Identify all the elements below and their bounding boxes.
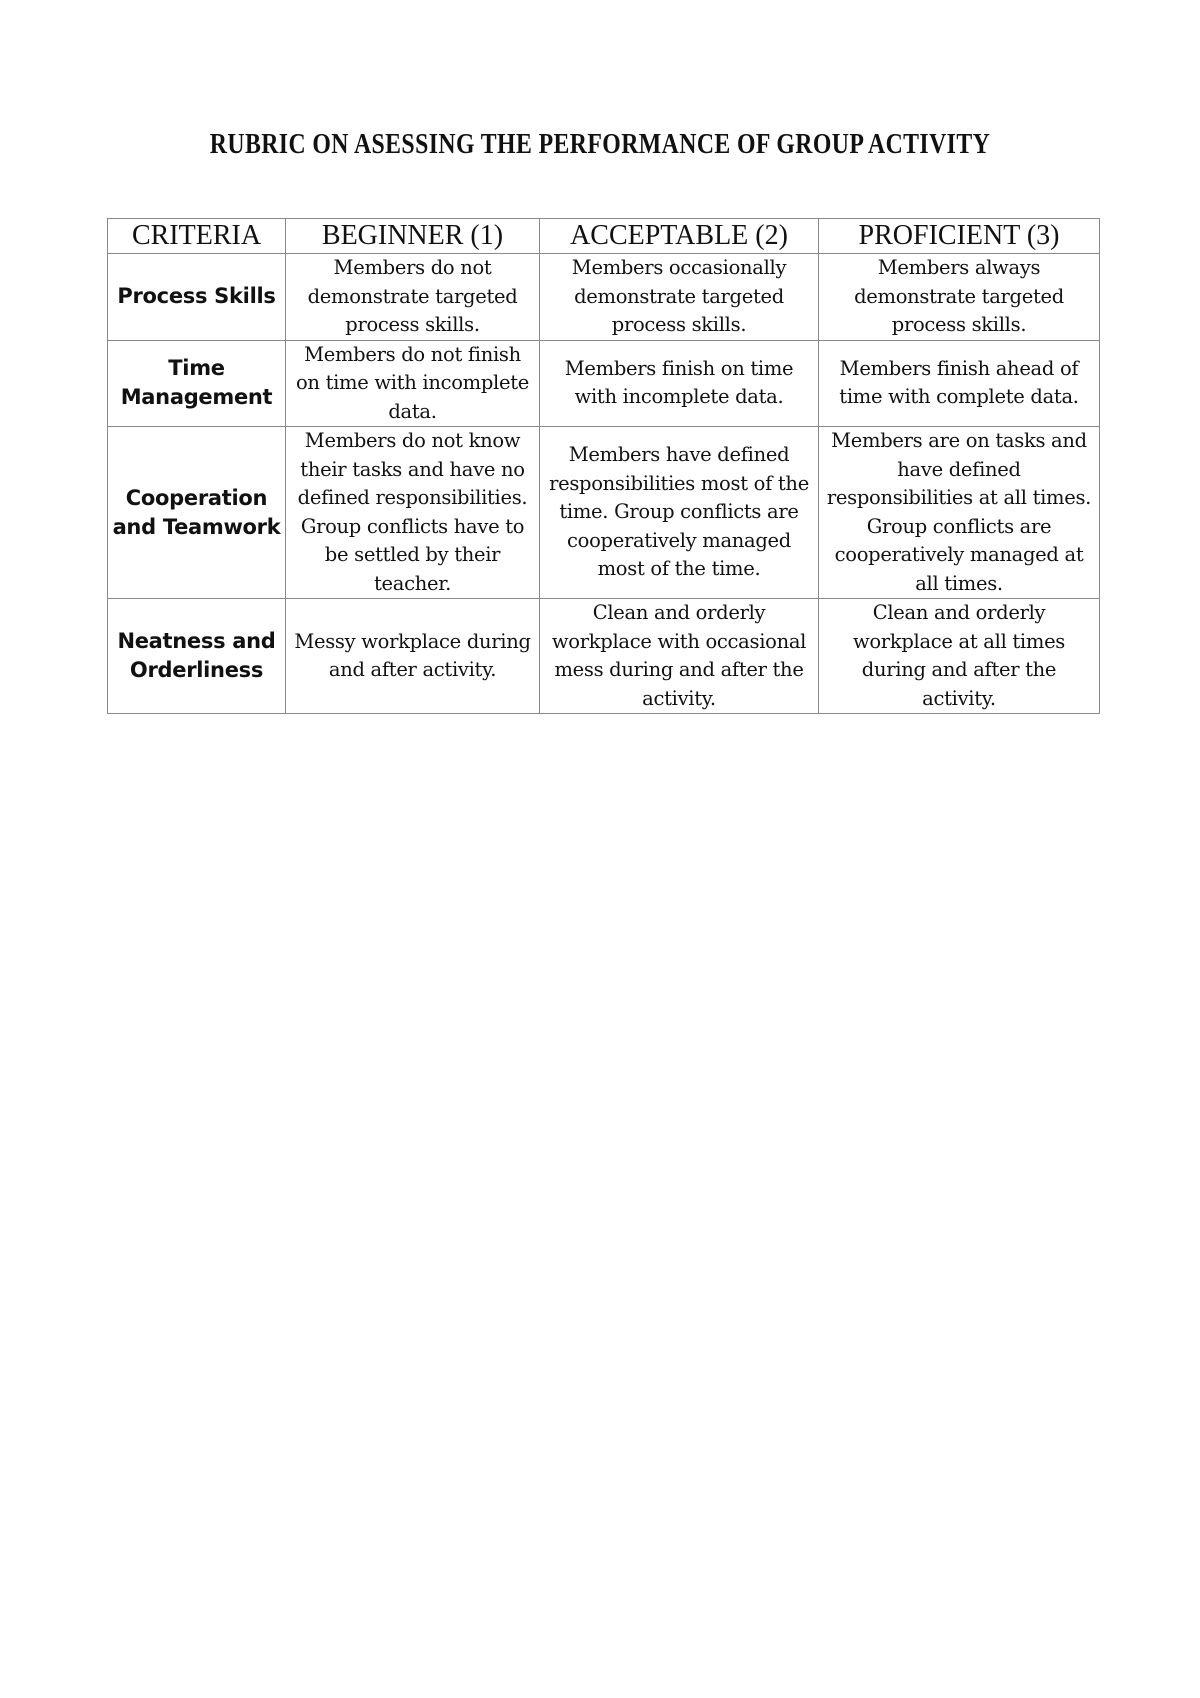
criterion-cell: Neatness and Orderliness [108,599,286,714]
proficient-cell: Members finish ahead of time with complete data. [819,340,1100,427]
table-row [108,340,1100,427]
criterion-cell: Process Skills [108,254,286,341]
acceptable-cell: Members occasionally demonstrate targeted process skills. [540,254,819,341]
table-row [108,254,1100,341]
table-row [108,427,1100,599]
proficient-cell: Clean and orderly workplace at all times during and after the activity. [819,599,1100,714]
table-row [108,599,1100,714]
page-title: RUBRIC ON ASESSING THE PERFORMANCE OF GROUP ACTIVITY [209,128,991,160]
header-acceptable: ACCEPTABLE (2) [540,219,819,254]
header-criteria: CRITERIA [108,219,286,254]
criterion-cell: Time Management [108,340,286,427]
beginner-cell: Members do not know their tasks and have no defined responsibilities. Group conflicts have to be settled by their teacher. [286,427,540,599]
acceptable-cell: Clean and orderly workplace with occasional mess during and after the activity. [540,599,819,714]
acceptable-cell: Members finish on time with incomplete data. [540,340,819,427]
criterion-cell: Cooperation and Teamwork [108,427,286,599]
rubric-table [107,218,1100,714]
proficient-cell: Members are on tasks and have defined responsibilities at all times. Group conflicts are cooperatively managed at all times. [819,427,1100,599]
header-beginner: BEGINNER (1) [286,219,540,254]
proficient-cell: Members always demonstrate targeted process skills. [819,254,1100,341]
header-proficient: PROFICIENT (3) [819,219,1100,254]
beginner-cell: Messy workplace during and after activity. [286,599,540,714]
acceptable-cell: Members have defined responsibilities most of the time. Group conflicts are cooperatively managed most of the time. [540,427,819,599]
beginner-cell: Members do not demonstrate targeted process skills. [286,254,540,341]
beginner-cell: Members do not finish on time with incomplete data. [286,340,540,427]
header-row [108,219,1100,254]
